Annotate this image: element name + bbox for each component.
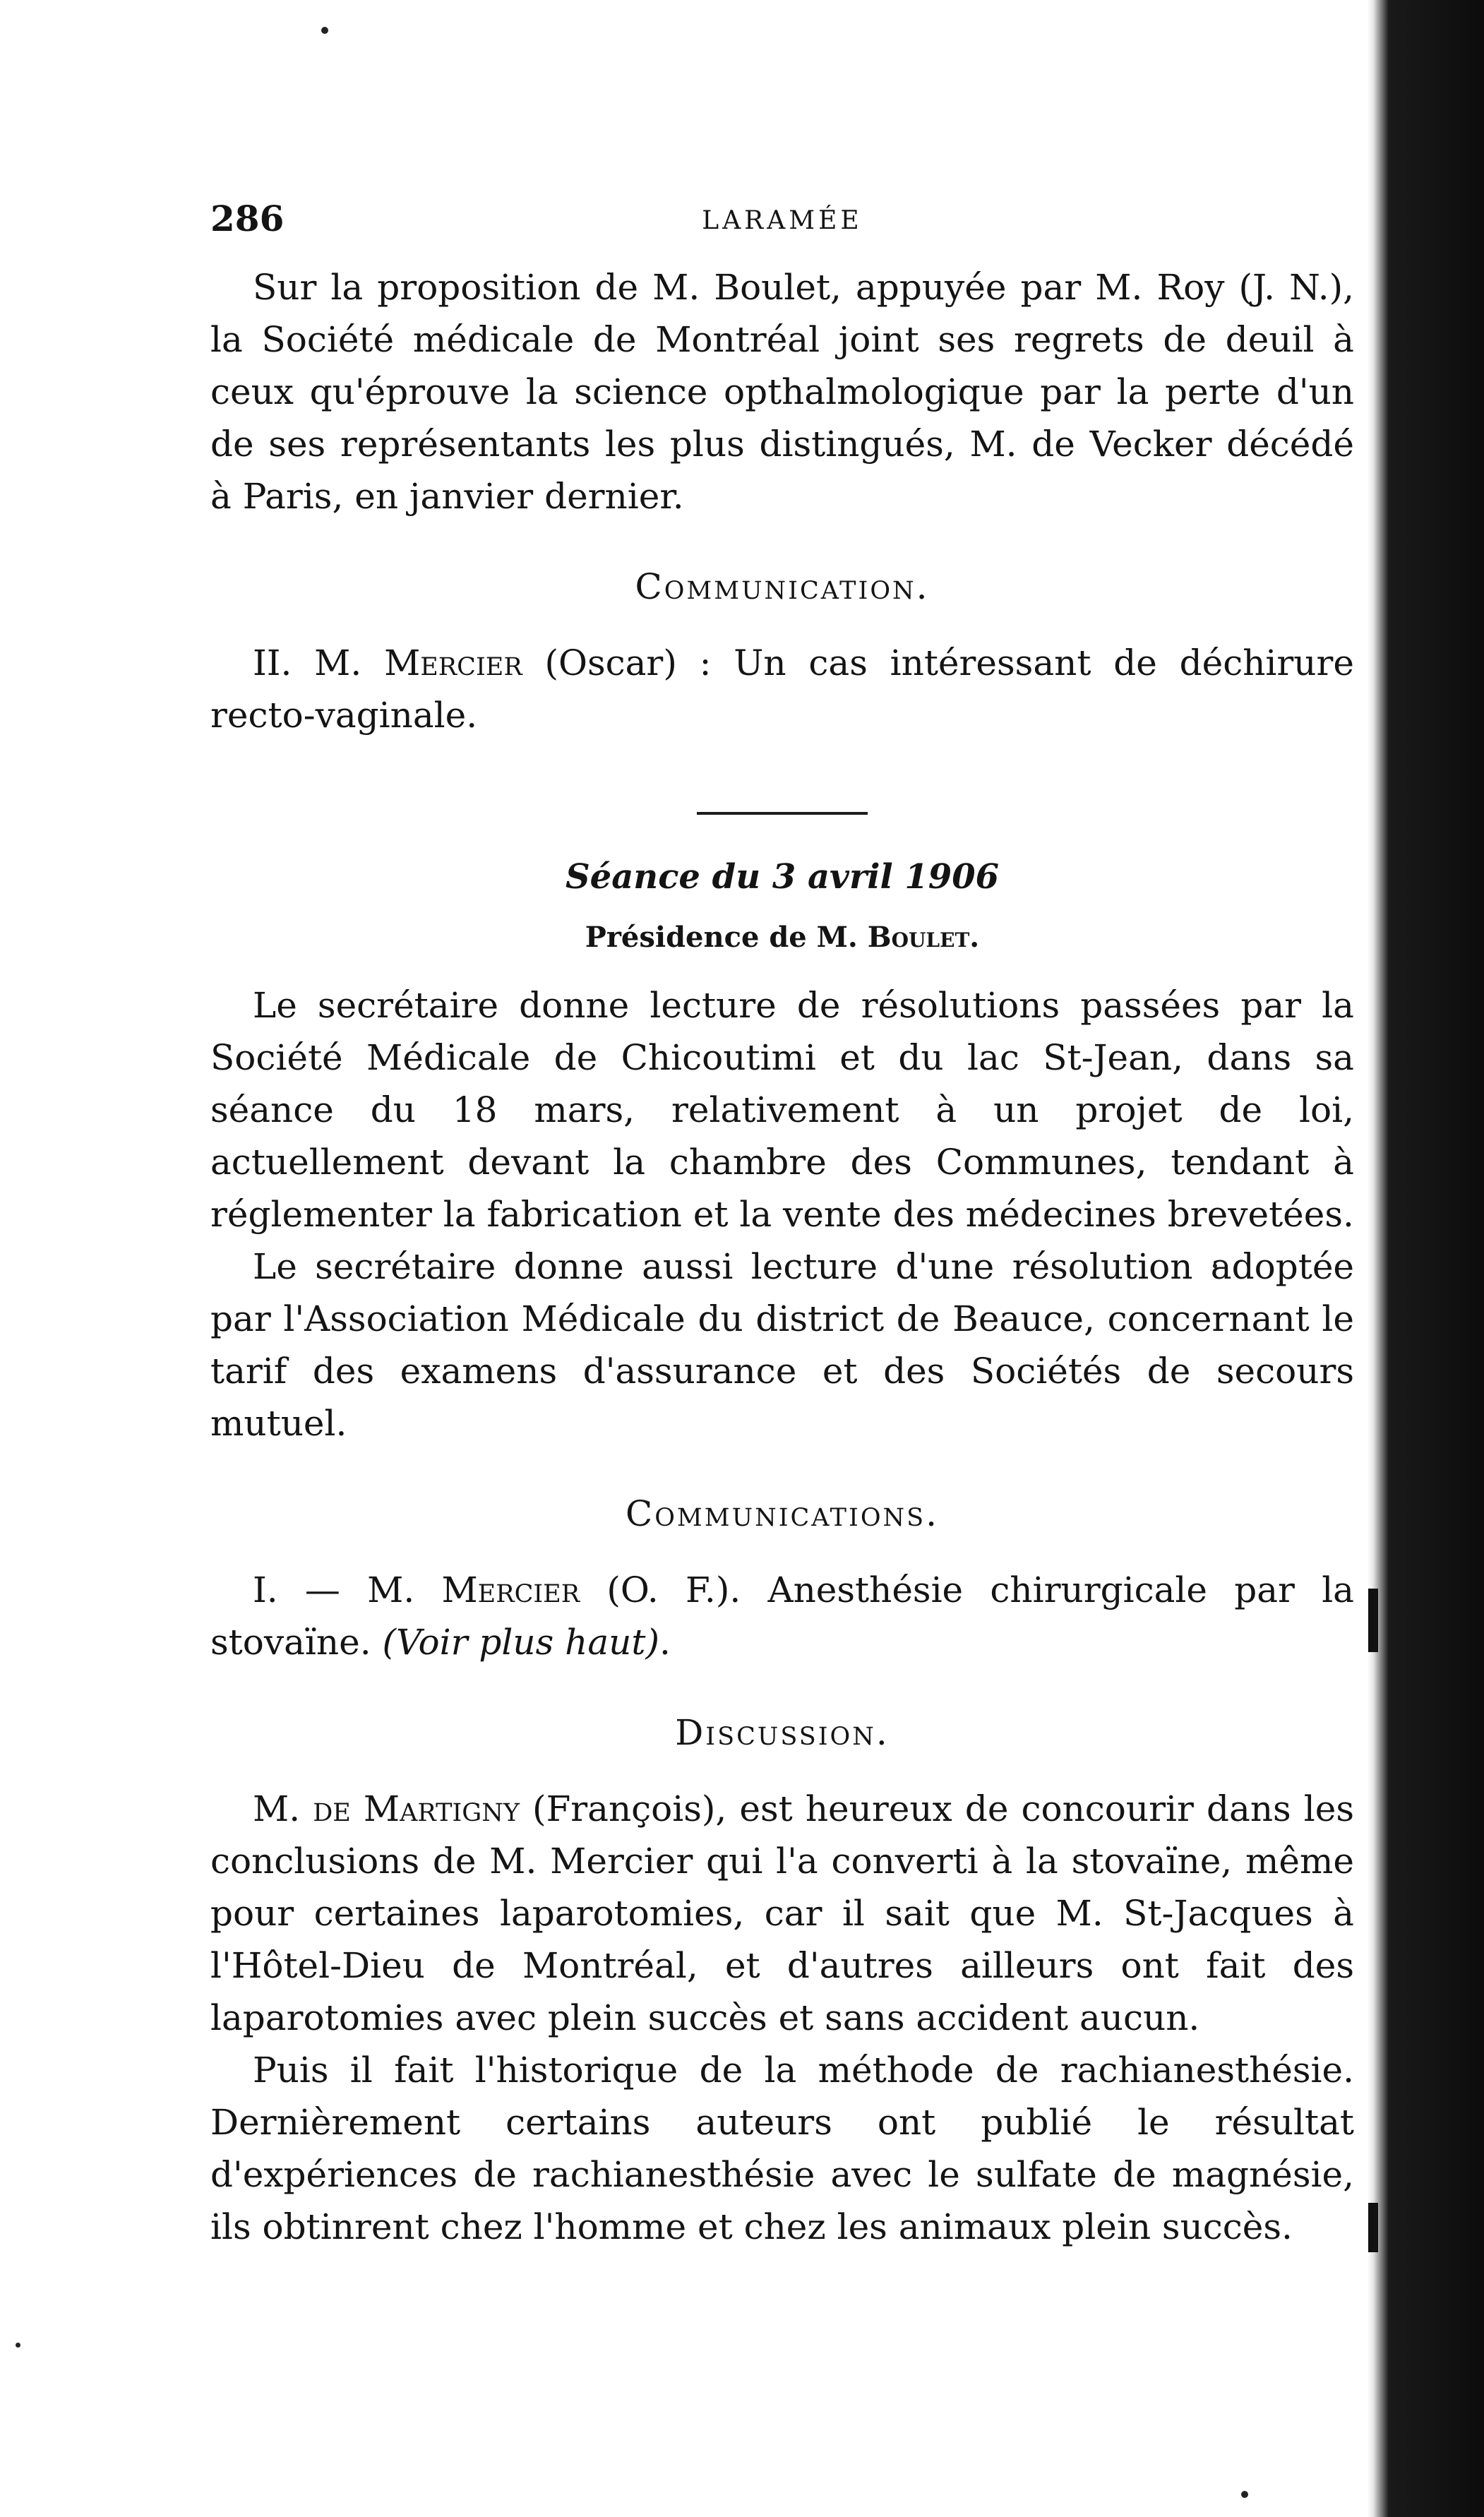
presidence-line [210, 921, 1354, 954]
speaker-name: de Martigny [313, 1788, 520, 1829]
paragraph-motion: Sur la proposition de M. Boulet, appuyée par M. Roy (J. N.), la Société médicale de Montréal joint ses regrets de deuil à ceux qu'éprouve la science opthalmologique par la perte d'un de ses représentants les plus distingués, M. de Vecker décédé à Paris, en janvier dernier. [210, 267, 1354, 517]
spine-edge-mark [1368, 1589, 1378, 1652]
section-divider [697, 812, 868, 815]
discussion-text: (François), est heureux de concourir dans les conclusions de M. Mercier qui l'a converti à la stovaïne, même pour certaines laparotomies, car il sait que M. St-Jacques à l'Hôtel-Dieu de Montréal, et d'autres ailleurs ont fait des laparotomies avec plein succès et sans accident aucun. [210, 1788, 1355, 2038]
spine-edge-mark [1368, 2203, 1378, 2252]
page-number: 286 [210, 198, 285, 239]
scan-speck [1241, 2491, 1248, 2498]
page-spine-shadow [1368, 0, 1484, 2517]
section-heading-discussion: Discussion. [675, 1712, 890, 1753]
paragraph-discussion [210, 1783, 1354, 2044]
paragraph-history: Puis il fait l'historique de la méthode de rachianesthésie. Dernièrement certains auteurs ont publié le résultat d'expériences de rachianesthésie avec le sulfate de magnésie, ils obtinrent chez l'homme et chez les animaux plein succès. [210, 2050, 1354, 2247]
author-name: Mercier [441, 1570, 580, 1610]
document-page [210, 198, 1354, 2253]
section-heading-communications: Communications. [625, 1493, 940, 1534]
author-name: Mercier [384, 642, 522, 683]
communication-text: (O. F.). Anesthésie chirurgicale par la stovaïne. [210, 1570, 1354, 1663]
page-header [210, 198, 1354, 261]
section-heading-communication: Communication. [635, 566, 930, 607]
presidence-prefix: Présidence de M. [585, 921, 868, 954]
running-head: LARAMÉE [702, 206, 863, 235]
scan-speck [16, 2343, 20, 2348]
communication-item-1 [210, 637, 1354, 741]
communication-item-2 [210, 1564, 1354, 1668]
paragraph-resolution-beauce: Le secrétaire donne aussi lecture d'une résolution adoptée par l'Association Médicale du district de Beauce, concernant le tarif des examens d'assurance et des Sociétés de secours mutuel. [210, 1246, 1354, 1444]
scan-speck [321, 27, 328, 34]
presidence-name: Boulet. [867, 921, 980, 954]
discussion-prefix: M. [253, 1788, 313, 1829]
communication-prefix: II. M. [253, 642, 385, 683]
cross-reference: (Voir plus haut) [382, 1622, 659, 1663]
seance-title: Séance du 3 avril 1906 [565, 857, 999, 897]
communication-end: . [659, 1622, 671, 1663]
communication-prefix: I. — M. [253, 1570, 442, 1610]
paragraph-resolutions: Le secrétaire donne lecture de résolutions passées par la Société Médicale de Chicoutimi et du lac St-Jean, dans sa séance du 18 mars, relativement à un projet de loi, actuellement devant la chambre des Communes, tendant à réglementer la fabrication et la vente des médecines brevetées. [210, 985, 1354, 1235]
communication-text: (Oscar) : Un cas intéressant de déchirure recto-vaginale. [210, 642, 1354, 736]
